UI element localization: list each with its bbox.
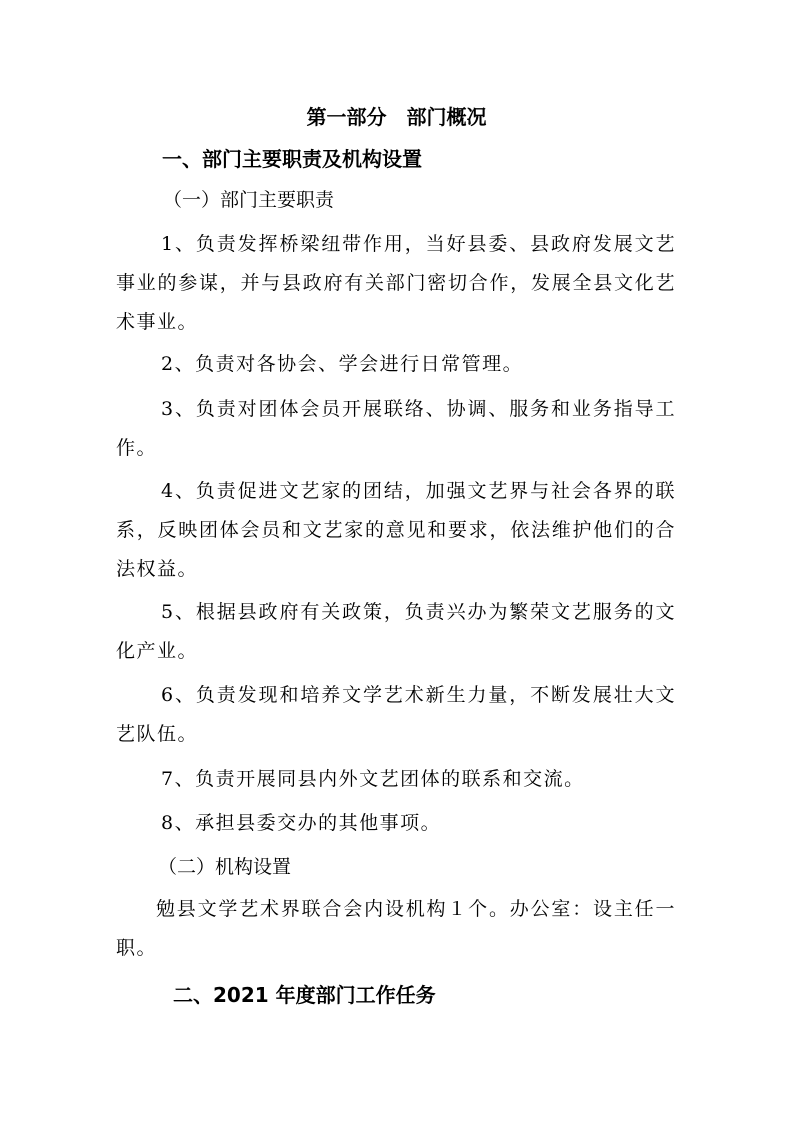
organization-text: 勉县文学艺术界联合会内设机构１个。办公室：设主任一职。 bbox=[116, 898, 676, 959]
duty-item-1: 1、负责发挥桥梁纽带作用，当好县委、县政府发展文艺事业的参谋，并与县政府有关部门密切合作，发展全县文化艺术事业。 bbox=[116, 233, 676, 333]
duty-item-3: 3、负责对团体会员开展联络、协调、服务和业务指导工作。 bbox=[116, 398, 676, 459]
duty-item-7: 7、负责开展同县内外文艺团体的联系和交流。 bbox=[161, 768, 585, 790]
duty-item-8: 8、承担县委交办的其他事项。 bbox=[161, 812, 442, 834]
subsection-heading-organization: （二）机构设置 bbox=[158, 856, 292, 878]
duty-item-6: 6、负责发现和培养文学艺术新生力量，不断发展壮大文艺队伍。 bbox=[116, 684, 676, 745]
duty-item-4: 4、负责促进文艺家的团结，加强文艺界与社会各界的联系，反映团体会员和文艺家的意见和要求，依法维护他们的合法权益。 bbox=[116, 480, 676, 580]
duty-item-5: 5、根据县政府有关政策，负责兴办为繁荣文艺服务的文化产业。 bbox=[116, 601, 676, 662]
page-title: 第一部分 部门概况 bbox=[306, 105, 487, 129]
duty-item-2: 2、负责对各协会、学会进行日常管理。 bbox=[161, 353, 524, 375]
section-heading-tasks: 二、2021 年度部门工作任务 bbox=[173, 983, 436, 1007]
subsection-heading-duties: （一）部门主要职责 bbox=[163, 189, 335, 211]
section-heading-responsibilities: 一、部门主要职责及机构设置 bbox=[162, 147, 422, 171]
